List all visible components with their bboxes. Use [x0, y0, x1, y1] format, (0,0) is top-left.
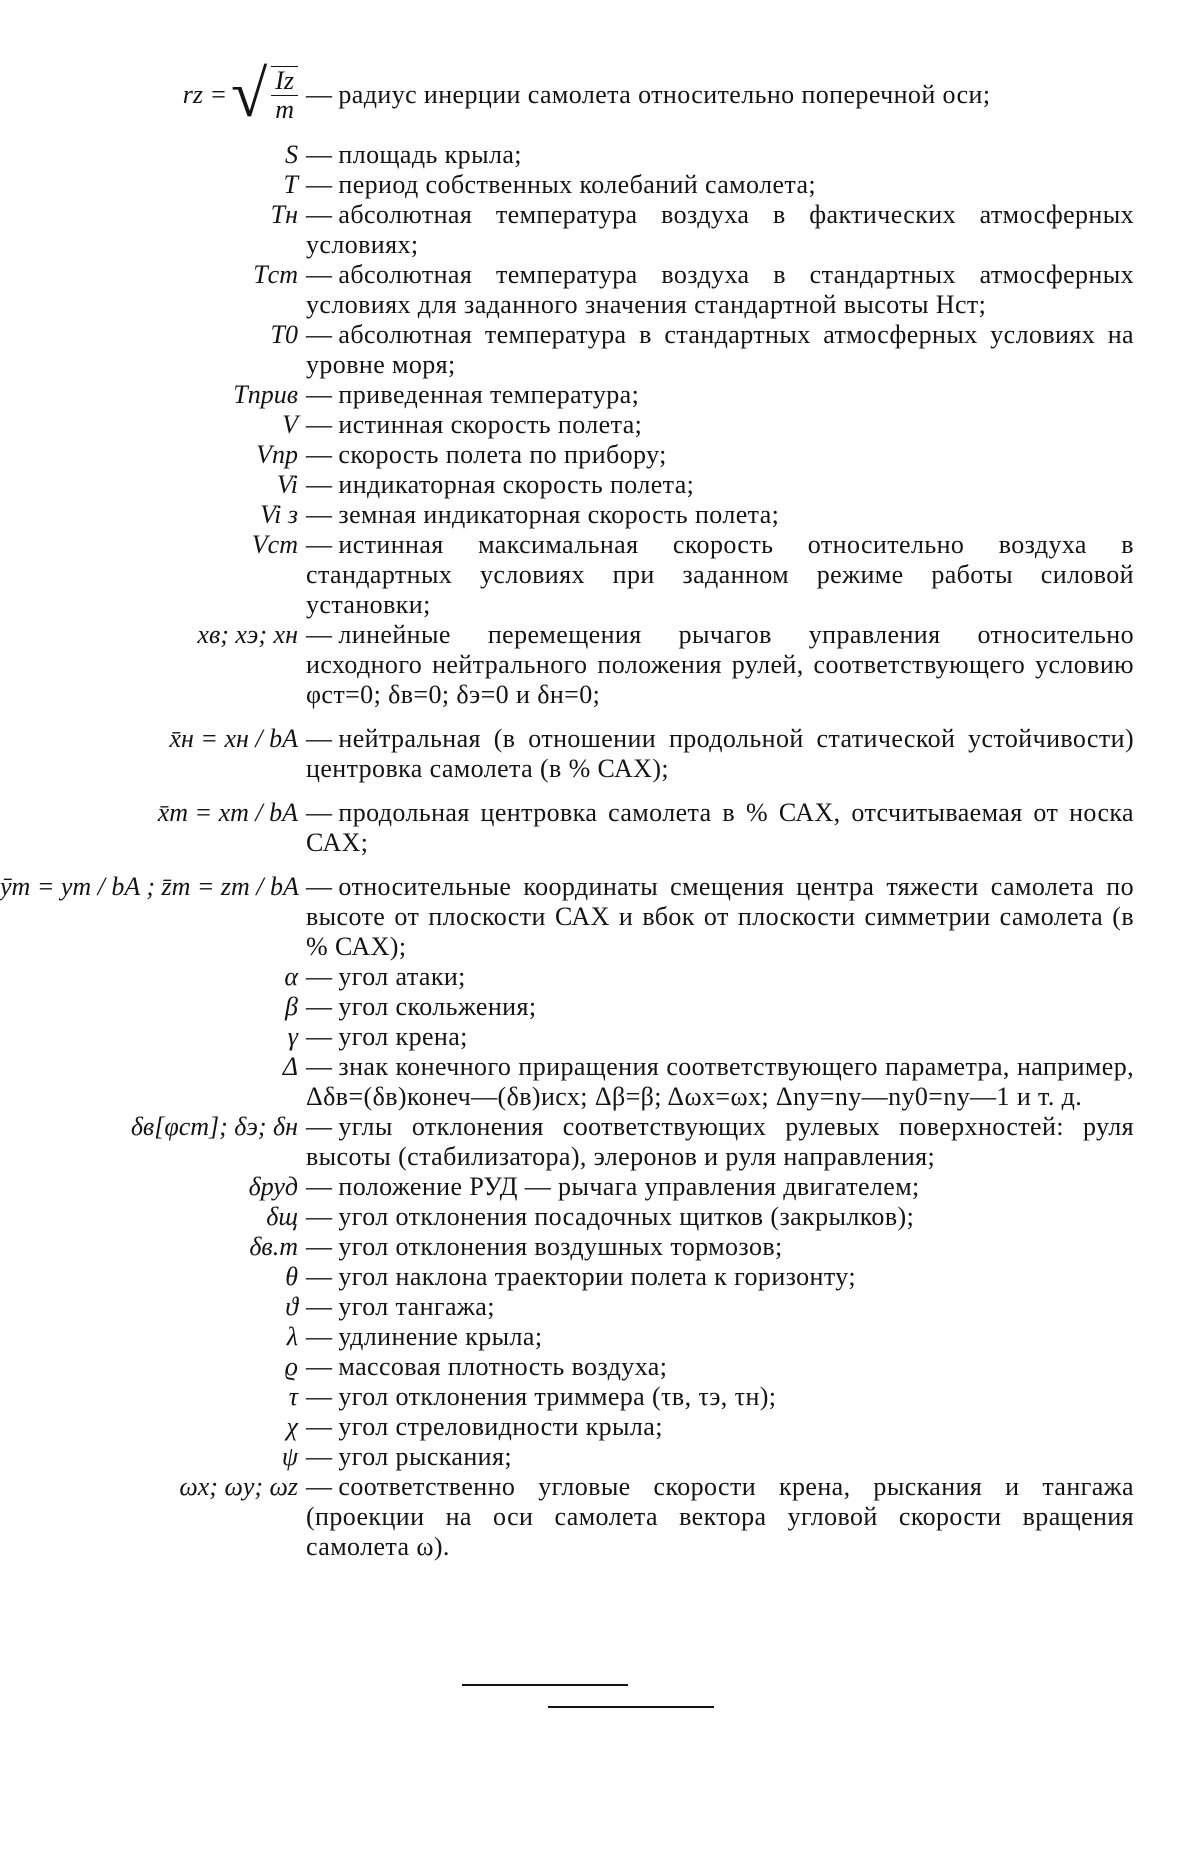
list-item [0, 50, 1200, 140]
list-item [0, 1352, 1200, 1382]
list-item [0, 992, 1200, 1022]
dash: — [306, 140, 333, 169]
entry-symbol: δв[φст]; δэ; δн [130, 1112, 298, 1141]
dash: — [306, 410, 333, 439]
dash: — [306, 440, 333, 469]
entry-symbol: Vпр [256, 440, 298, 469]
dash: — [306, 1052, 333, 1081]
entry-symbol: T0 [270, 320, 298, 349]
entry-definition [306, 724, 1134, 784]
list-item [0, 1412, 1200, 1442]
list-item [0, 260, 1200, 320]
entry-symbol: δщ [266, 1202, 298, 1231]
entry-definition [306, 500, 1134, 530]
entry-symbol: S [285, 140, 298, 169]
entry-symbol: xв; xэ; xн [197, 620, 298, 649]
dash: — [306, 80, 333, 109]
entry-definition [306, 1442, 1134, 1472]
sqrt-expression [227, 58, 298, 131]
definition-text: истинная скорость полета; [338, 410, 643, 439]
dash: — [306, 1232, 333, 1261]
definition-text: нейтральная (в отношении продольной статической устойчивости) центровка самолета (в % САХ); [306, 724, 1134, 783]
entry-symbol: θ [285, 1262, 298, 1291]
entry-symbol: Vст [251, 530, 298, 559]
entry-symbol: Vi [276, 470, 298, 499]
entry-symbol: ϑ [285, 1292, 298, 1321]
dash: — [306, 470, 333, 499]
definition-text: абсолютная температура воздуха в стандартных атмосферных условиях для заданного значения стандартной высоты Hст; [306, 260, 1134, 319]
entry-symbol: Δ [282, 1052, 298, 1081]
entry-symbol: ȳт = yт / bA ; z̄т = zт / bA [0, 872, 299, 901]
list-item [0, 798, 1200, 858]
definition-text: угол отклонения посадочных щитков (закрылков); [338, 1202, 915, 1231]
entry-definition [306, 1262, 1134, 1292]
definition-text: относительные координаты смещения центра тяжести самолета по высоте от плоскости САХ и вбок от плоскости симметрии самолета (в % САХ); [306, 872, 1134, 961]
definition-text: приведенная температура; [338, 380, 640, 409]
definition-text: радиус инерции самолета относительно поперечной оси; [338, 80, 991, 109]
entry-symbol: Tст [253, 260, 298, 289]
dash: — [306, 1382, 333, 1411]
dash: — [306, 200, 333, 229]
dash: — [306, 872, 333, 901]
entry-symbol: V [282, 410, 298, 439]
entry-definition [306, 1202, 1134, 1232]
entry-definition [306, 440, 1134, 470]
entry-symbol: τ [288, 1382, 298, 1411]
entry-symbol: x̄н = xн / bA [169, 724, 298, 753]
entry-definition [306, 380, 1134, 410]
entry-definition [306, 1412, 1134, 1442]
list-item [0, 140, 1200, 170]
entry-symbol: α [284, 962, 298, 991]
entry-symbol: δруд [248, 1172, 298, 1201]
dash: — [306, 500, 333, 529]
entry-symbol: x̄т = xт / bA [157, 798, 298, 827]
entry-symbol: Tн [270, 200, 298, 229]
list-item [0, 1022, 1200, 1052]
dash: — [306, 1022, 333, 1051]
list-item [0, 724, 1200, 784]
entry-symbol: ϱ [284, 1352, 298, 1381]
entry-definition [306, 620, 1134, 710]
entry-definition [306, 140, 1134, 170]
dash: — [306, 1322, 333, 1351]
list-item [0, 1292, 1200, 1322]
entry-definition [306, 170, 1134, 200]
definition-text: угол скольжения; [338, 992, 537, 1021]
entry-symbol [0, 58, 306, 131]
symbol-list [0, 50, 1200, 1562]
dash: — [306, 1442, 333, 1471]
dash: — [306, 170, 333, 199]
fraction-denominator: m [275, 95, 294, 124]
definition-text: площадь крыла; [338, 140, 522, 169]
dash: — [306, 1292, 333, 1321]
dash: — [306, 620, 333, 649]
entry-definition [306, 410, 1134, 440]
definition-text: земная индикаторная скорость полета; [338, 500, 780, 529]
entry-definition [306, 1112, 1134, 1172]
dash: — [306, 1112, 333, 1141]
entry-definition [306, 962, 1134, 992]
definition-text: положение РУД — рычага управления двигателем; [338, 1172, 920, 1201]
list-item [0, 620, 1200, 710]
definition-text: знак конечного приращения соответствующего параметра, например, Δδв=(δв)конеч—(δв)исх; Δβ=β; Δωx=ωx; Δny=ny—ny0=ny—1 и т. д. [306, 1052, 1134, 1111]
dash: — [306, 1412, 333, 1441]
entry-definition [306, 1352, 1134, 1382]
definition-text: продольная центровка самолета в % САХ, отсчитываемая от носка САХ; [306, 798, 1134, 857]
sqrt-icon: √ [230, 58, 268, 131]
definition-text: массовая плотность воздуха; [338, 1352, 668, 1381]
list-item [0, 1382, 1200, 1412]
definition-text: истинная максимальная скорость относительно воздуха в стандартных условиях при заданном режиме работы силовой установки; [306, 530, 1134, 619]
entry-definition [306, 1382, 1134, 1412]
entry-symbol: β [285, 992, 298, 1021]
list-item [0, 1112, 1200, 1172]
dash: — [306, 1262, 333, 1291]
definition-text: абсолютная температура в стандартных атмосферных условиях на уровне моря; [306, 320, 1134, 379]
definition-text: угол крена; [338, 1022, 468, 1051]
definition-text: соответственно угловые скорости крена, рыскания и тангажа (проекции на оси самолета вектора угловой скорости вращения самолета ω). [306, 1472, 1134, 1561]
entry-symbol: ωx; ωy; ωz [179, 1472, 298, 1501]
list-item [0, 440, 1200, 470]
dash: — [306, 724, 333, 753]
definition-text: угол стреловидности крыла; [338, 1412, 663, 1441]
formula-lhs: rz = [182, 80, 227, 109]
dash: — [306, 1472, 333, 1501]
list-item [0, 530, 1200, 620]
list-item [0, 1052, 1200, 1112]
definition-text: линейные перемещения рычагов управления относительно исходного нейтрального положения рулей, соответствующего условию φст=0; δв=0; δэ=0 и δн=0; [306, 620, 1134, 709]
fraction-numerator: Iz [271, 66, 298, 96]
entry-definition [306, 1322, 1134, 1352]
list-item [0, 1322, 1200, 1352]
list-item [0, 470, 1200, 500]
entry-definition [306, 200, 1134, 260]
list-item [0, 1472, 1200, 1562]
entry-definition [306, 1472, 1134, 1562]
entry-symbol: Tприв [233, 380, 298, 409]
entry-definition [306, 260, 1134, 320]
definition-text: угол тангажа; [338, 1292, 495, 1321]
entry-symbol: χ [286, 1412, 298, 1441]
dash: — [306, 1202, 333, 1231]
entry-definition [306, 992, 1134, 1022]
definition-text: углы отклонения соответствующих рулевых поверхностей: руля высоты (стабилизатора), элеронов и руля направления; [306, 1112, 1134, 1171]
definition-text: индикаторная скорость полета; [338, 470, 695, 499]
dash: — [306, 992, 333, 1021]
dash: — [306, 530, 333, 559]
dash: — [306, 320, 333, 349]
entry-symbol: Vi з [260, 500, 298, 529]
entry-definition [306, 1172, 1134, 1202]
end-rule-lower [548, 1706, 714, 1708]
dash: — [306, 1352, 333, 1381]
entry-definition [306, 1292, 1134, 1322]
dash: — [306, 798, 333, 827]
definition-text: угол отклонения воздушных тормозов; [338, 1232, 783, 1261]
list-item [0, 962, 1200, 992]
dash: — [306, 962, 333, 991]
definition-text: скорость полета по прибору; [338, 440, 667, 469]
entry-definition [306, 470, 1134, 500]
list-item [0, 1202, 1200, 1232]
list-item [0, 500, 1200, 530]
list-item [0, 170, 1200, 200]
entry-symbol: ψ [281, 1442, 298, 1471]
definition-text: угол атаки; [338, 962, 466, 991]
entry-symbol: γ [287, 1022, 298, 1051]
dash: — [306, 380, 333, 409]
list-item [0, 410, 1200, 440]
entry-symbol: T [283, 170, 298, 199]
definition-text: угол наклона траектории полета к горизонту; [338, 1262, 856, 1291]
list-item [0, 872, 1200, 962]
list-item [0, 1172, 1200, 1202]
entry-symbol: δв.т [249, 1232, 298, 1261]
entry-definition [306, 798, 1134, 858]
entry-definition [306, 80, 1134, 110]
list-item [0, 200, 1200, 260]
entry-symbol: λ [286, 1322, 298, 1351]
definition-text: угол отклонения триммера (τв, τэ, τн); [338, 1382, 777, 1411]
definition-text: угол рыскания; [338, 1442, 512, 1471]
definition-text: удлинение крыла; [338, 1322, 543, 1351]
entry-definition [306, 320, 1134, 380]
list-item [0, 320, 1200, 380]
list-item [0, 1442, 1200, 1472]
fraction [271, 66, 298, 124]
list-item [0, 1262, 1200, 1292]
entry-definition [306, 872, 1134, 962]
entry-definition [306, 1022, 1134, 1052]
entry-definition [306, 1232, 1134, 1262]
entry-definition [306, 1052, 1134, 1112]
list-item [0, 1232, 1200, 1262]
dash: — [306, 1172, 333, 1201]
definition-text: абсолютная температура воздуха в фактических атмосферных условиях; [306, 200, 1134, 259]
list-item [0, 380, 1200, 410]
definition-text: период собственных колебаний самолета; [338, 170, 817, 199]
end-rule-upper [462, 1684, 628, 1686]
dash: — [306, 260, 333, 289]
entry-definition [306, 530, 1134, 620]
